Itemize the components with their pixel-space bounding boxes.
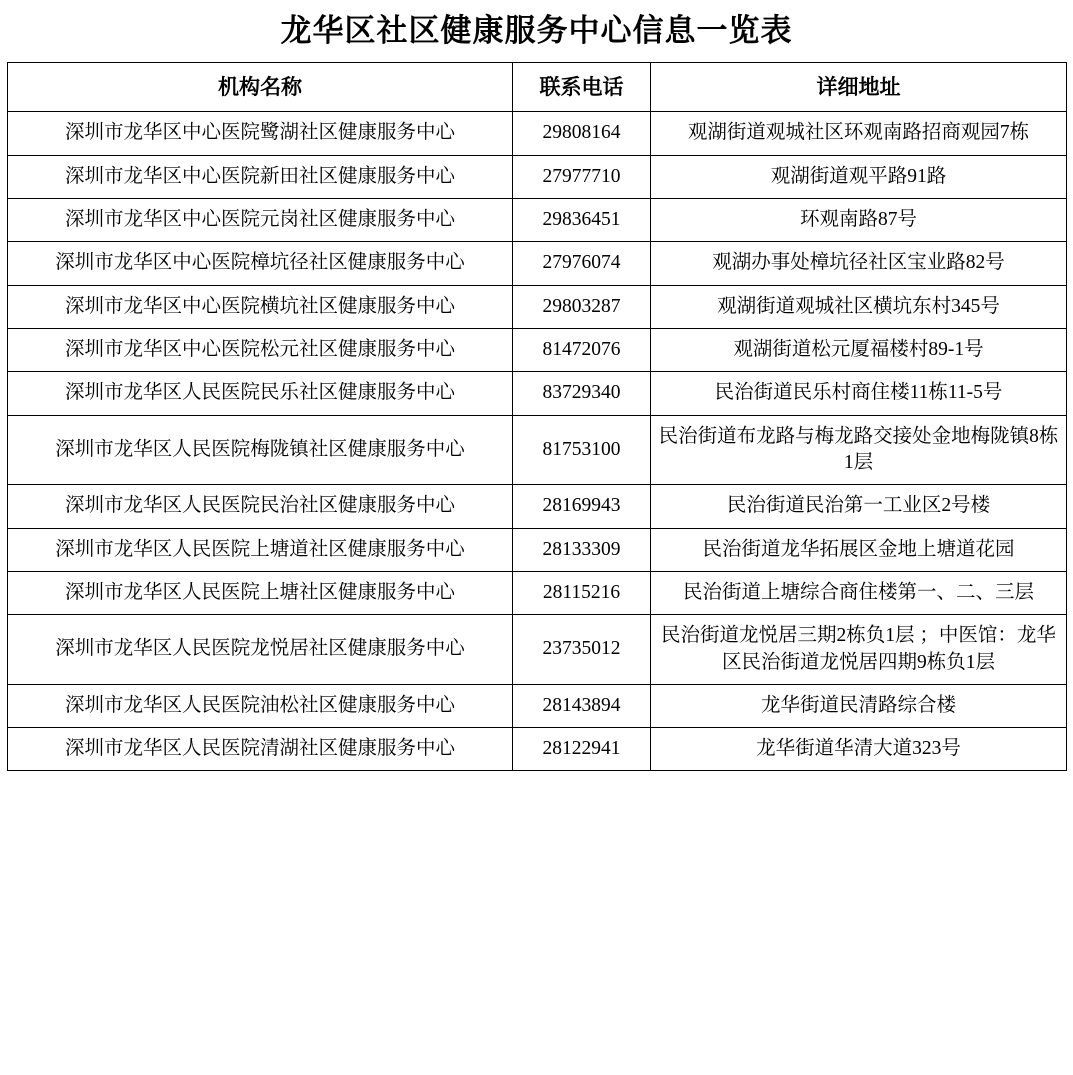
cell-institution-name: 深圳市龙华区人民医院民乐社区健康服务中心 [8, 372, 513, 415]
cell-contact-phone: 29836451 [513, 199, 651, 242]
cell-address: 民治街道龙华拓展区金地上塘道花园 [651, 528, 1067, 571]
cell-address: 民治街道龙悦居三期2栋负1层 ；中医馆：龙华区民治街道龙悦居四期9栋负1层 [651, 615, 1067, 685]
cell-address: 观湖街道观城社区横坑东村345号 [651, 285, 1067, 328]
cell-contact-phone: 81753100 [513, 415, 651, 485]
cell-address: 环观南路87号 [651, 199, 1067, 242]
cell-address: 民治街道上塘综合商住楼第一、二、三层 [651, 571, 1067, 614]
table-row [8, 684, 1067, 727]
table-row [8, 285, 1067, 328]
table-row [8, 199, 1067, 242]
cell-institution-name: 深圳市龙华区人民医院梅陇镇社区健康服务中心 [8, 415, 513, 485]
table-row [8, 415, 1067, 485]
cell-institution-name: 深圳市龙华区人民医院清湖社区健康服务中心 [8, 728, 513, 771]
cell-institution-name: 深圳市龙华区人民医院上塘道社区健康服务中心 [8, 528, 513, 571]
cell-address: 民治街道民乐村商住楼11栋11-5号 [651, 372, 1067, 415]
cell-contact-phone: 28143894 [513, 684, 651, 727]
cell-address: 龙华街道民清路综合楼 [651, 684, 1067, 727]
page-title: 龙华区社区健康服务中心信息一览表 [280, 13, 793, 48]
table-row [8, 372, 1067, 415]
cell-contact-phone: 28122941 [513, 728, 651, 771]
column-header-phone: 联系电话 [513, 63, 651, 112]
cell-address: 龙华街道华清大道323号 [651, 728, 1067, 771]
cell-institution-name: 深圳市龙华区人民医院民治社区健康服务中心 [8, 485, 513, 528]
cell-contact-phone: 23735012 [513, 615, 651, 685]
cell-contact-phone: 29803287 [513, 285, 651, 328]
cell-address: 民治街道布龙路与梅龙路交接处金地梅陇镇8栋1层 [651, 415, 1067, 485]
cell-contact-phone: 29808164 [513, 112, 651, 155]
table-row [8, 155, 1067, 198]
cell-contact-phone: 81472076 [513, 329, 651, 372]
column-header-address: 详细地址 [651, 63, 1067, 112]
table-row [8, 615, 1067, 685]
cell-contact-phone: 83729340 [513, 372, 651, 415]
cell-address: 民治街道民治第一工业区2号楼 [651, 485, 1067, 528]
table-row [8, 528, 1067, 571]
table-row [8, 485, 1067, 528]
table-body [8, 112, 1067, 771]
table-row [8, 242, 1067, 285]
cell-contact-phone: 27977710 [513, 155, 651, 198]
cell-address: 观湖办事处樟坑径社区宝业路82号 [651, 242, 1067, 285]
table-header-row [8, 63, 1067, 112]
cell-institution-name: 深圳市龙华区中心医院樟坑径社区健康服务中心 [8, 242, 513, 285]
column-header-name: 机构名称 [8, 63, 513, 112]
cell-contact-phone: 27976074 [513, 242, 651, 285]
cell-institution-name: 深圳市龙华区人民医院龙悦居社区健康服务中心 [8, 615, 513, 685]
cell-institution-name: 深圳市龙华区人民医院油松社区健康服务中心 [8, 684, 513, 727]
cell-institution-name: 深圳市龙华区中心医院鹭湖社区健康服务中心 [8, 112, 513, 155]
cell-contact-phone: 28115216 [513, 571, 651, 614]
table-row [8, 728, 1067, 771]
cell-contact-phone: 28169943 [513, 485, 651, 528]
cell-address: 观湖街道松元厦福楼村89-1号 [651, 329, 1067, 372]
cell-institution-name: 深圳市龙华区中心医院横坑社区健康服务中心 [8, 285, 513, 328]
table-row [8, 571, 1067, 614]
cell-contact-phone: 28133309 [513, 528, 651, 571]
table-row [8, 329, 1067, 372]
cell-institution-name: 深圳市龙华区中心医院元岗社区健康服务中心 [8, 199, 513, 242]
table-row [8, 112, 1067, 155]
cell-address: 观湖街道观城社区环观南路招商观园7栋 [651, 112, 1067, 155]
cell-institution-name: 深圳市龙华区中心医院松元社区健康服务中心 [8, 329, 513, 372]
cell-institution-name: 深圳市龙华区中心医院新田社区健康服务中心 [8, 155, 513, 198]
cell-institution-name: 深圳市龙华区人民医院上塘社区健康服务中心 [8, 571, 513, 614]
health-center-table [7, 62, 1067, 771]
cell-address: 观湖街道观平路91路 [651, 155, 1067, 198]
